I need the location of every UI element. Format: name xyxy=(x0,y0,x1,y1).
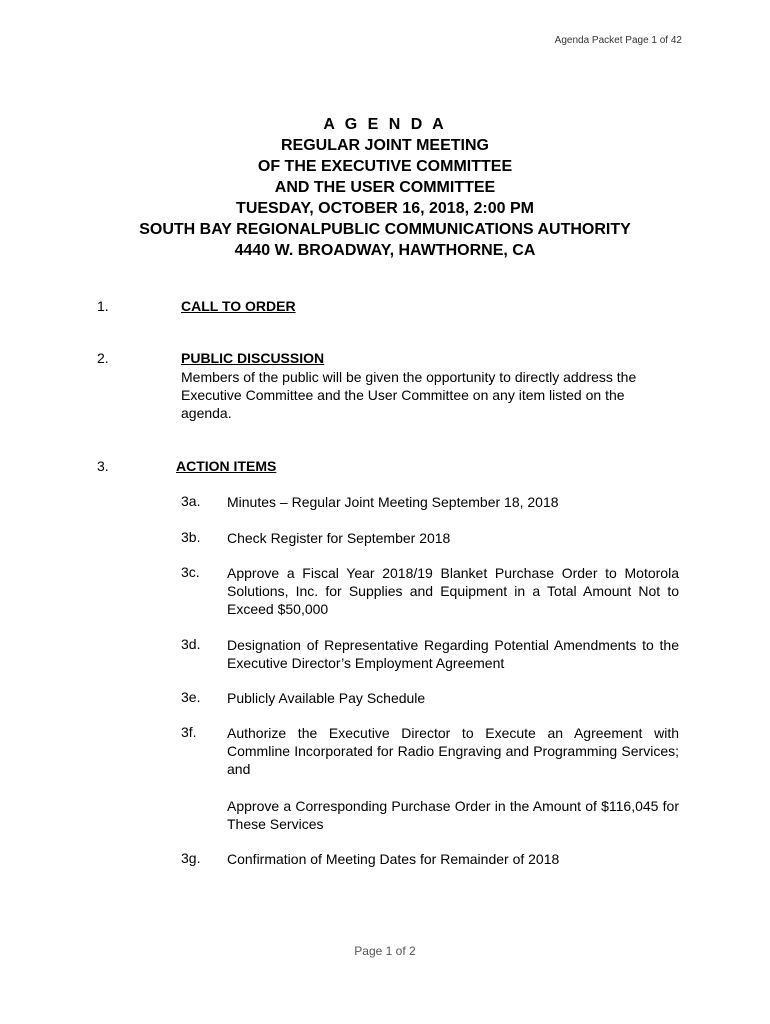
action-item-number: 3c. xyxy=(181,564,200,580)
action-item-number: 3d. xyxy=(181,636,201,652)
section-number: 2. xyxy=(97,350,109,366)
packet-page-header: Agenda Packet Page 1 of 42 xyxy=(554,35,682,46)
section-heading-public-discussion: PUBLIC DISCUSSION xyxy=(181,350,325,366)
action-item-text: Authorize the Executive Director to Execute an Agreement with Commline Incorporated for Radio Engraving and Programming Services; and xyxy=(227,725,679,777)
action-item-number: 3e. xyxy=(181,689,201,705)
page-footer: Page 1 of 2 xyxy=(354,944,416,958)
committee-line-2: AND THE USER COMMITTEE xyxy=(274,179,496,196)
action-item-text: Designation of Representative Regarding Potential Amendments to the Executive Director’s Employment Agreement xyxy=(227,637,679,671)
agenda-title: A G E N D A xyxy=(323,116,447,133)
organization-name: SOUTH BAY REGIONALPUBLIC COMMUNICATIONS AUTHORITY xyxy=(139,221,631,238)
section-heading-action-items: ACTION ITEMS xyxy=(176,458,277,474)
section-number: 3. xyxy=(97,458,109,474)
action-item-text: Check Register for September 2018 xyxy=(227,530,451,546)
public-discussion-text: Members of the public will be given the opportunity to directly address the Executive Committee and the User Committee on any item listed on the agenda. xyxy=(181,369,637,421)
action-item-text: Minutes – Regular Joint Meeting September 18, 2018 xyxy=(227,494,559,510)
action-item-text-continued: Approve a Corresponding Purchase Order in the Amount of $116,045 for These Services xyxy=(227,798,679,832)
action-item-number: 3g. xyxy=(181,850,201,866)
action-item-number: 3b. xyxy=(181,529,201,545)
action-item-text: Confirmation of Meeting Dates for Remainder of 2018 xyxy=(227,851,560,867)
meeting-address: 4440 W. BROADWAY, HAWTHORNE, CA xyxy=(234,242,536,259)
section-heading-call-to-order: CALL TO ORDER xyxy=(181,298,296,314)
agenda-title-block xyxy=(0,114,770,261)
action-item-number: 3a. xyxy=(181,493,201,509)
committee-line-1: OF THE EXECUTIVE COMMITTEE xyxy=(257,158,513,175)
action-item-number: 3f. xyxy=(181,724,197,740)
meeting-type: REGULAR JOINT MEETING xyxy=(280,137,489,154)
section-number: 1. xyxy=(97,298,109,314)
action-item-text: Approve a Fiscal Year 2018/19 Blanket Purchase Order to Motorola Solutions, Inc. for Supplies and Equipment in a Total Amount Not to Exceed $50,000 xyxy=(227,565,679,617)
action-item-text: Publicly Available Pay Schedule xyxy=(227,690,426,706)
meeting-date: TUESDAY, OCTOBER 16, 2018, 2:00 PM xyxy=(236,200,534,217)
